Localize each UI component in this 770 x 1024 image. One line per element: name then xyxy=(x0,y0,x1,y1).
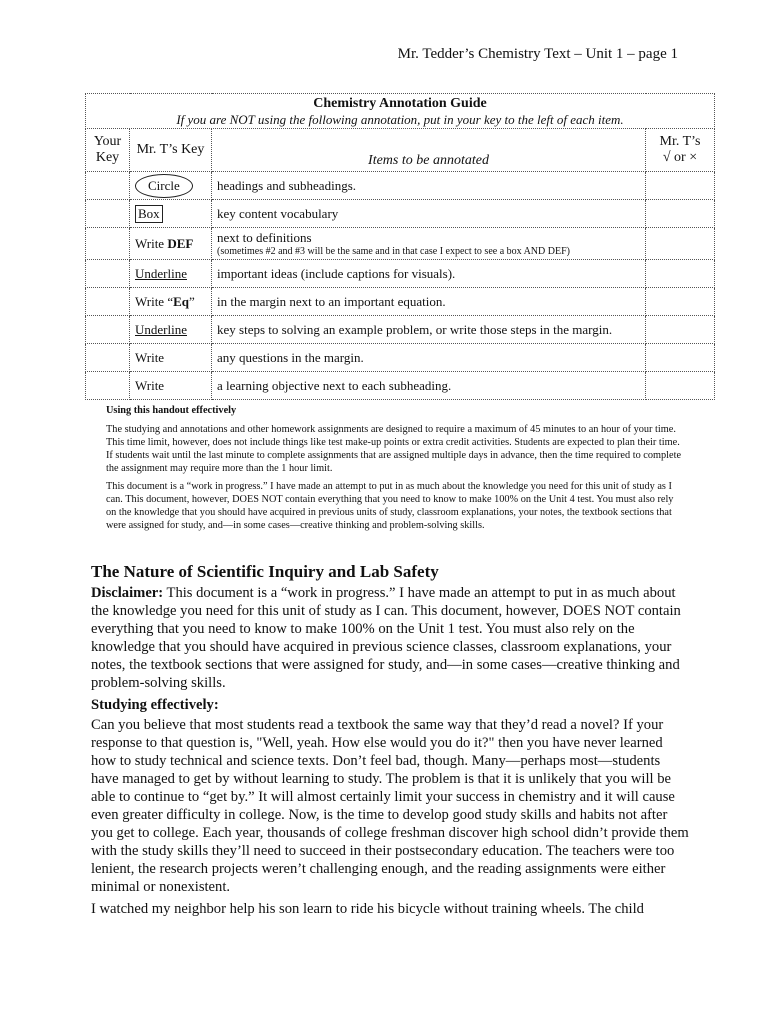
guide-subtitle: If you are NOT using the following annotation, put in your key to the left of each item. xyxy=(176,112,624,127)
your-key-cell xyxy=(86,344,130,372)
table-row xyxy=(86,228,715,260)
col-check-line1: Mr. T’s xyxy=(659,134,701,149)
your-key-cell xyxy=(86,200,130,228)
item-note: (sometimes #2 and #3 will be the same and in that case I expect to see a box AND DEF) xyxy=(217,245,570,257)
item-text: next to definitions xyxy=(217,229,312,245)
item-cell: key steps to solving an example problem, or write those steps in the margin. xyxy=(212,316,646,344)
check-cell xyxy=(646,372,715,400)
col-items: Items to be annotated xyxy=(212,129,646,172)
key-cell xyxy=(130,288,212,316)
item-cell: important ideas (include captions for visuals). xyxy=(212,260,646,288)
key-label: Underline xyxy=(135,321,187,337)
col-check-line2: √ or × xyxy=(662,150,698,165)
table-row xyxy=(86,172,715,200)
col-mr-t-key: Mr. T’s Key xyxy=(130,129,212,172)
key-bold: Eq xyxy=(173,293,189,309)
check-cell xyxy=(646,172,715,200)
guide-title: Chemistry Annotation Guide xyxy=(313,96,487,111)
notes-heading: Using this handout effectively xyxy=(106,405,237,416)
key-bold: DEF xyxy=(167,235,194,251)
guide-title-cell xyxy=(86,94,715,129)
page-header: Mr. Tedder’s Chemistry Text – Unit 1 – page 1 xyxy=(397,46,678,62)
your-key-cell xyxy=(86,288,130,316)
table-row xyxy=(86,200,715,228)
item-cell: a learning objective next to each subheading. xyxy=(212,372,646,400)
key-cell xyxy=(130,172,212,200)
col-your-key: Your Key xyxy=(86,129,130,172)
col-check xyxy=(646,129,715,172)
disclaimer-label: Disclaimer: xyxy=(91,585,164,601)
check-cell xyxy=(646,260,715,288)
section-title: The Nature of Scientific Inquiry and Lab Safety xyxy=(91,562,439,581)
check-cell xyxy=(646,344,715,372)
your-key-cell xyxy=(86,316,130,344)
item-cell xyxy=(212,228,646,260)
body-paragraph-1: Can you believe that most students read a textbook the same way that they’d read a novel? If your response to that question is, "Well, yeah. How else would you do it?" then you have never learned how to study technical and science texts. Don’t feel bad, though. Many—perhaps most—students have managed to get by without learning to study. The problem is that it is unlikely that you will be able to continue to “get by.” It will almost certainly limit your success in chemistry and it will cause even greater difficulty in college. Now, is the time to develop good study skills and habits not after you get to college. Each year, thousands of college freshman discover high school didn’t provide them with the study skills they’ll need to succeed in their postsecondary education. The teachers were too lenient, the research projects weren’t challenging enough, and the reading assignments were either minimal or nonexistent. xyxy=(91,717,689,895)
main-text xyxy=(91,563,691,922)
annotation-guide xyxy=(85,93,714,400)
disclaimer-text: This document is a “work in progress.” I have made an attempt to put in as much about the knowledge you need for this unit of study as I can. This document, however, DOES NOT contain everything that you need to know to make 100% on the Unit 1 test. You must also rely on the knowledge that you should have acquired in previous science classes, classroom explanations, your notes, the textbook sections that were assigned for study, and—in some cases—creative thinking and problem-solving skills. xyxy=(91,585,681,691)
key-label: Circle xyxy=(135,174,193,198)
annotation-table xyxy=(85,93,715,400)
check-cell xyxy=(646,316,715,344)
key-cell xyxy=(130,228,212,260)
notes-paragraph-1: The studying and annotations and other homework assignments are designed to require a maximum of 45 minutes to an hour of your time. This time limit, however, does not include things like test make-up points or extra credit activities. Students are expected to plan their time. If students wait until the last minute to complete assignments that are assigned multiple days in advance, then the time required to complete the assignment may require more than the 1 hour limit. xyxy=(106,424,682,474)
key-label: Write xyxy=(135,377,165,393)
item-cell: key content vocabulary xyxy=(212,200,646,228)
check-cell xyxy=(646,228,715,260)
studying-heading: Studying effectively: xyxy=(91,697,219,713)
key-cell xyxy=(130,372,212,400)
key-prefix: Write xyxy=(135,235,168,251)
item-cell: any questions in the margin. xyxy=(212,344,646,372)
your-key-cell xyxy=(86,260,130,288)
key-suffix: ” xyxy=(189,293,195,309)
your-key-cell xyxy=(86,228,130,260)
handout-notes xyxy=(106,404,686,537)
item-cell: in the margin next to an important equation. xyxy=(212,288,646,316)
table-row xyxy=(86,288,715,316)
item-cell: headings and subheadings. xyxy=(212,172,646,200)
key-cell xyxy=(130,316,212,344)
key-cell xyxy=(130,200,212,228)
your-key-cell xyxy=(86,172,130,200)
table-row xyxy=(86,372,715,400)
check-cell xyxy=(646,200,715,228)
key-label: Box xyxy=(135,205,163,223)
key-label: Write xyxy=(135,349,165,365)
table-row xyxy=(86,260,715,288)
key-label: Underline xyxy=(135,265,187,281)
your-key-cell xyxy=(86,372,130,400)
table-row xyxy=(86,316,715,344)
notes-paragraph-2: This document is a “work in progress.” I have made an attempt to put in as much about the knowledge you need for this unit of study as I can. This document, however, DOES NOT contain everything that you need to know to make 100% on the Unit 4 test. You must also rely on the knowledge that you should have acquired in previous units of study, classroom explanations, your notes, the textbook sections that were assigned for study, and—in some cases—creative thinking and problem-solving skills. xyxy=(106,481,674,531)
key-cell xyxy=(130,344,212,372)
body-paragraph-2: I watched my neighbor help his son learn to ride his bicycle without training wheels. The child xyxy=(91,901,644,917)
key-cell xyxy=(130,260,212,288)
disclaimer-paragraph xyxy=(91,584,691,692)
check-cell xyxy=(646,288,715,316)
key-prefix: Write “ xyxy=(135,293,174,309)
table-row xyxy=(86,344,715,372)
